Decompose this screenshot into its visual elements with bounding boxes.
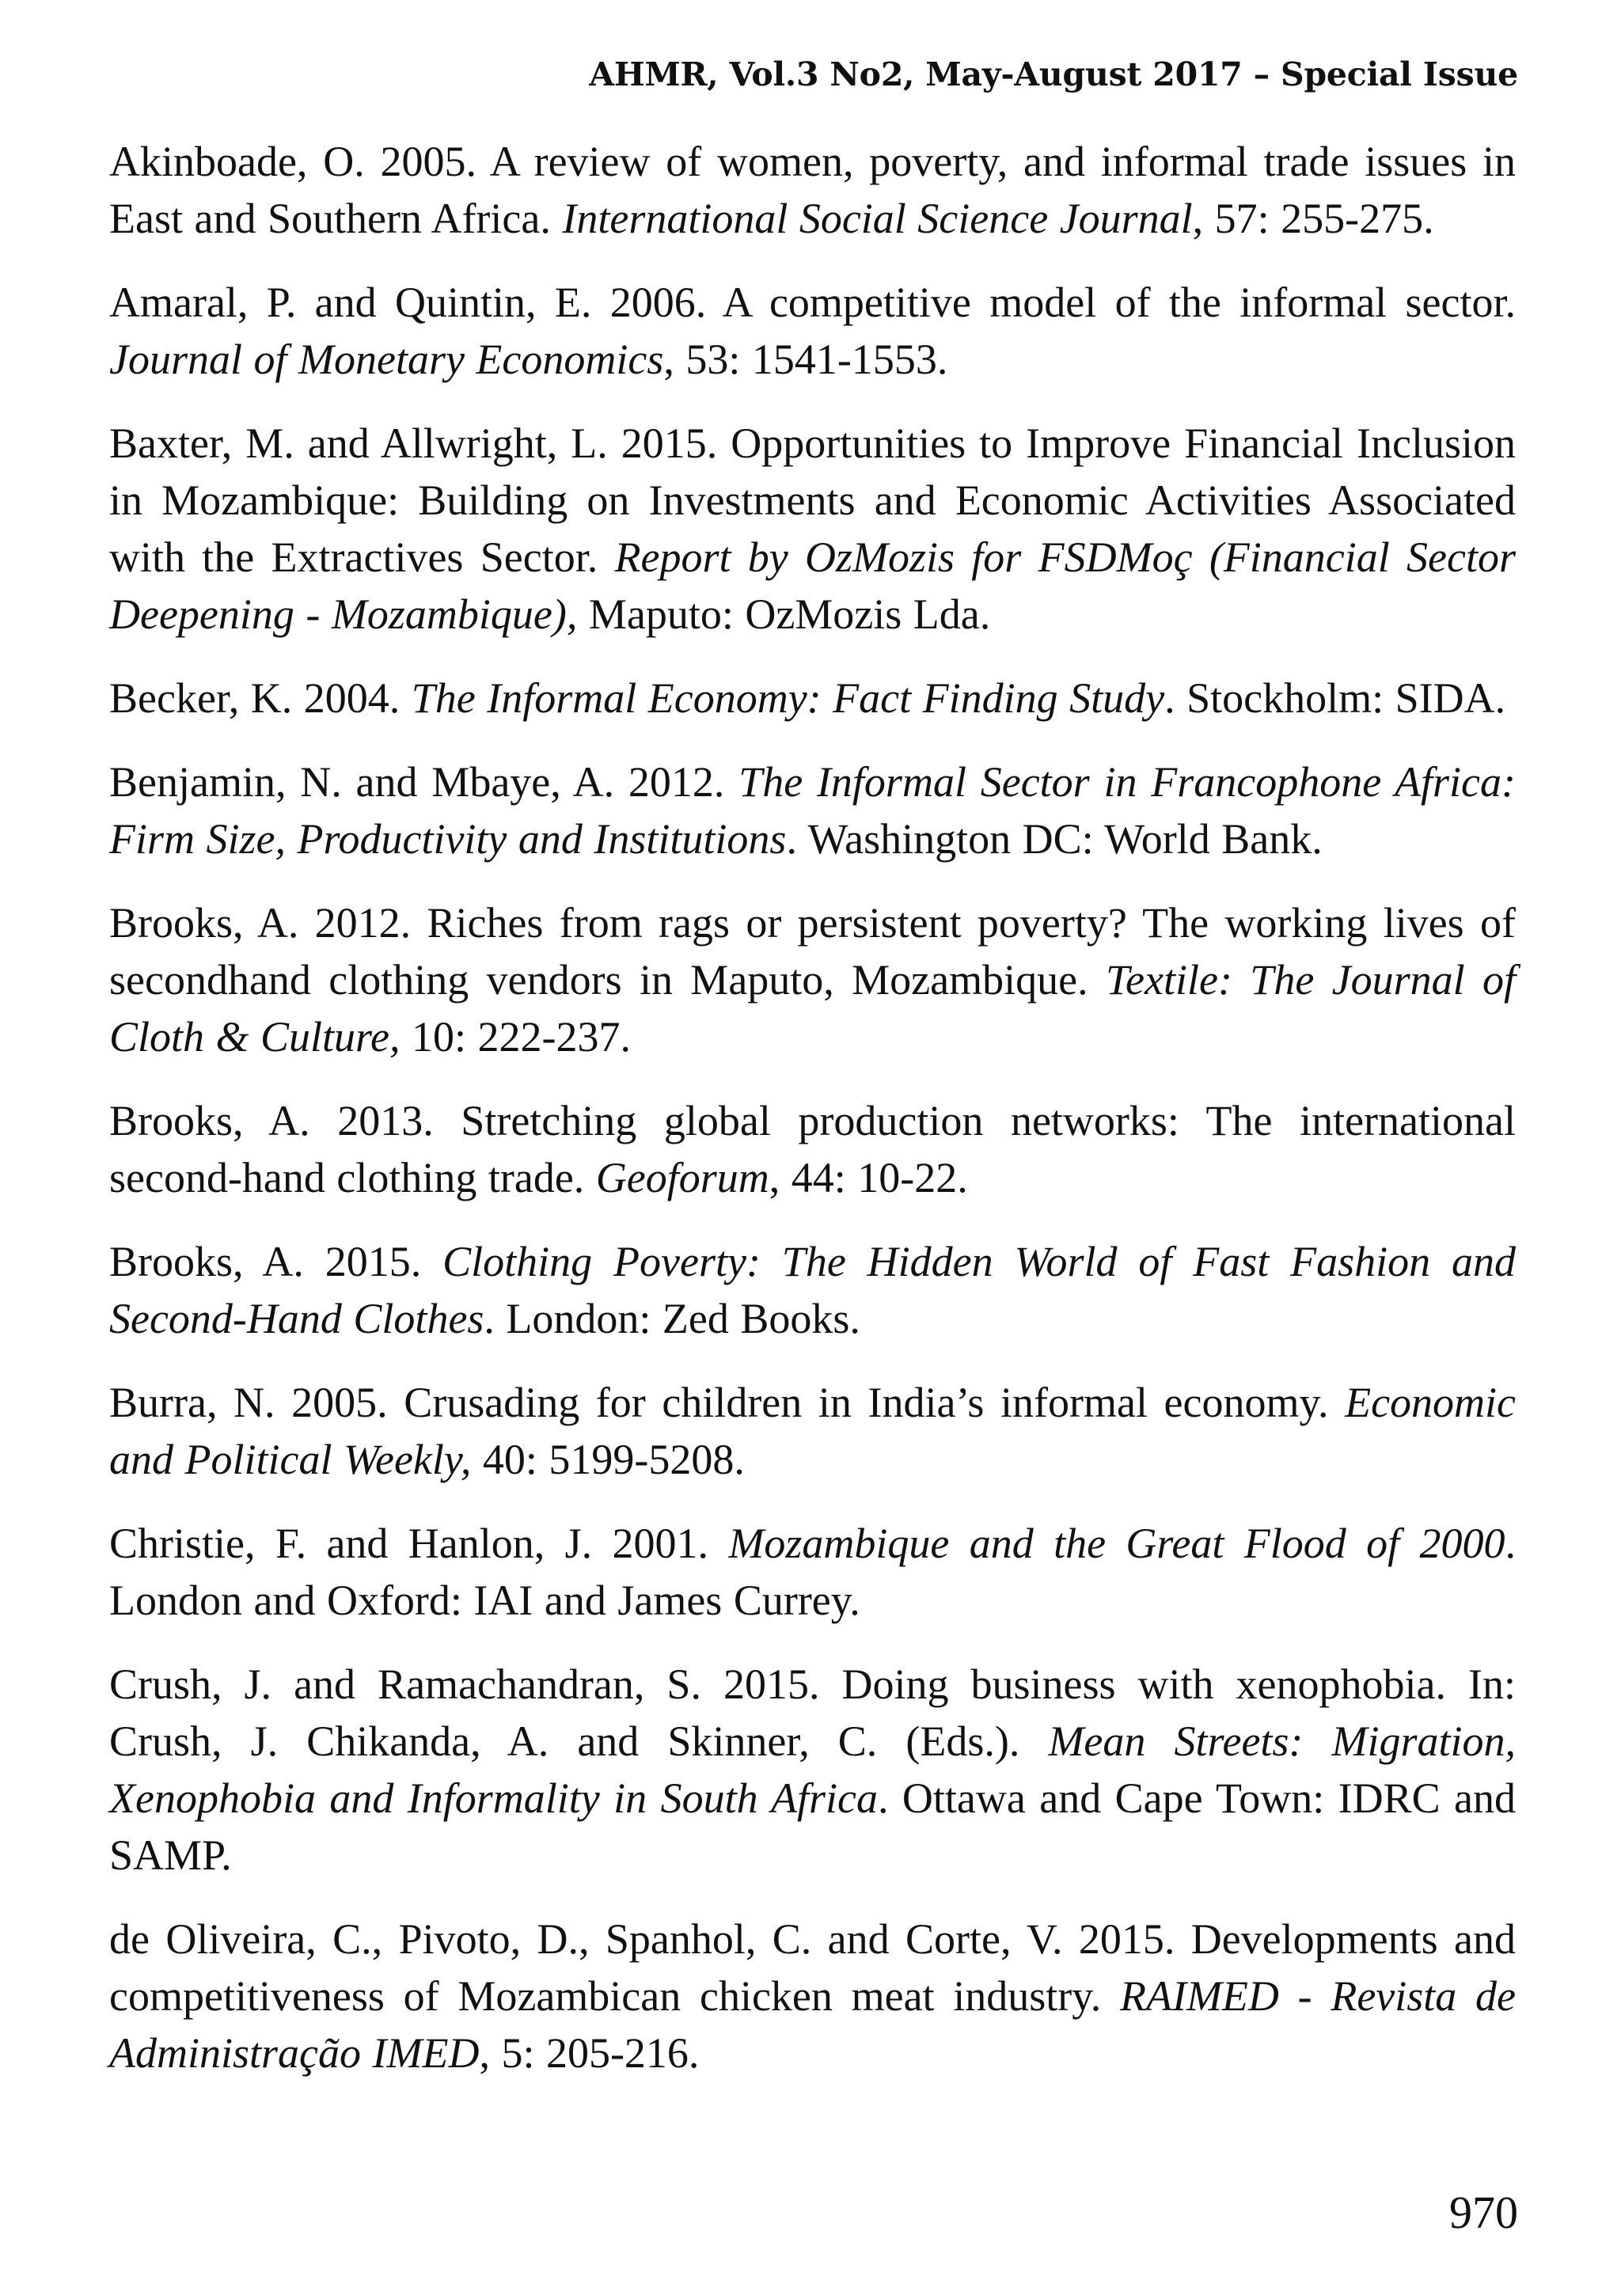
- reference-text: , 44: 10-22.: [769, 1154, 968, 1201]
- reference-entry: [109, 1374, 1516, 1488]
- reference-title: The Informal Economy: Fact Finding Study: [411, 674, 1165, 722]
- reference-title: RAIMED - Revista de Administração IMED: [109, 1972, 1516, 2077]
- reference-title: Economic and Political Weekly,: [109, 1379, 1516, 1483]
- reference-text: Baxter, M. and Allwright, L. 2015. Opportunities to Improve Financial Inclusion in Mozambique: Building on Investments and Economic Activities Associated with the Extractives Sector.: [109, 419, 1516, 581]
- reference-text: 40: 5199-5208.: [471, 1436, 745, 1483]
- reference-text: Christie, F. and Hanlon, J. 2001.: [109, 1520, 729, 1567]
- reference-title: Mozambique and the Great Flood of 2000: [728, 1520, 1505, 1567]
- reference-title: Clothing Poverty: The Hidden World of Fast Fashion and Second-Hand Clothes: [109, 1238, 1516, 1342]
- running-header: AHMR, Vol.3 No2, May-August 2017 – Special Issue: [589, 55, 1518, 93]
- reference-text: Burra, N. 2005. Crusading for children in India’s informal economy.: [109, 1379, 1346, 1426]
- reference-entry: [109, 1233, 1516, 1347]
- reference-entry: [109, 415, 1516, 643]
- reference-entry: [109, 274, 1516, 388]
- reference-entry: [109, 1656, 1516, 1884]
- reference-text: , 57: 255-275.: [1192, 195, 1434, 242]
- reference-title: International Social Science Journal: [562, 195, 1193, 242]
- reference-title: Journal of Monetary Economics: [109, 336, 664, 383]
- reference-entry: [109, 133, 1516, 247]
- reference-entry: [109, 670, 1516, 727]
- reference-text: . Washington DC: World Bank.: [786, 815, 1323, 863]
- reference-title: The Informal Sector in Francophone Africa: Firm Size, Productivity and Institutions: [109, 758, 1516, 863]
- reference-text: Brooks, A. 2013. Stretching global production networks: The international second-hand clothing trade.: [109, 1097, 1516, 1201]
- reference-list: [109, 133, 1516, 2108]
- page-number: 970: [1449, 2187, 1518, 2238]
- reference-text: , 5: 205-216.: [479, 2029, 700, 2077]
- reference-entry: [109, 1092, 1516, 1206]
- reference-entry: [109, 894, 1516, 1065]
- reference-text: Crush, J. and Ramachandran, S. 2015. Doing business with xenophobia. In: Crush, J. Chikanda, A. and Skinner, C. (Eds.).: [109, 1660, 1516, 1765]
- reference-entry: [109, 753, 1516, 867]
- reference-title: Mean Streets: Migration, Xenophobia and Informality in South Africa: [109, 1717, 1517, 1822]
- reference-text: Brooks, A. 2012. Riches from rags or persistent poverty? The working lives of secondhand clothing vendors in Maputo, Mozambique.: [109, 899, 1516, 1004]
- reference-text: Becker, K. 2004.: [109, 674, 412, 722]
- reference-title: Geoforum: [595, 1154, 769, 1201]
- reference-title: Report by OzMozis for FSDMoç (Financial Sector Deepening - Mozambique),: [109, 533, 1517, 638]
- reference-text: . Stockholm: SIDA.: [1164, 674, 1506, 722]
- reference-entry: [109, 1515, 1516, 1629]
- reference-text: Brooks, A. 2015.: [109, 1238, 443, 1285]
- reference-text: . Ottawa and Cape Town: IDRC and SAMP.: [109, 1774, 1517, 1879]
- reference-text: 10: 222-237.: [400, 1013, 632, 1061]
- reference-text: Benjamin, N. and Mbaye, A. 2012.: [109, 758, 739, 806]
- reference-text: , 53: 1541-1553.: [663, 336, 948, 383]
- reference-text: Amaral, P. and Quintin, E. 2006. A competitive model of the informal sector.: [109, 279, 1516, 326]
- reference-text: de Oliveira, C., Pivoto, D., Spanhol, C. and Corte, V. 2015. Developments and competitiveness of Mozambican chicken meat industry.: [109, 1915, 1516, 2020]
- reference-text: Akinboade, O. 2005. A review of women, poverty, and informal trade issues in East and Southern Africa.: [109, 138, 1516, 242]
- reference-title: Textile: The Journal of Cloth & Culture,: [109, 956, 1516, 1061]
- reference-entry: [109, 1911, 1516, 2082]
- reference-text: . London and Oxford: IAI and James Currey.: [109, 1520, 1516, 1624]
- reference-text: . London: Zed Books.: [484, 1295, 860, 1342]
- reference-text: Maputo: OzMozis Lda.: [577, 590, 991, 638]
